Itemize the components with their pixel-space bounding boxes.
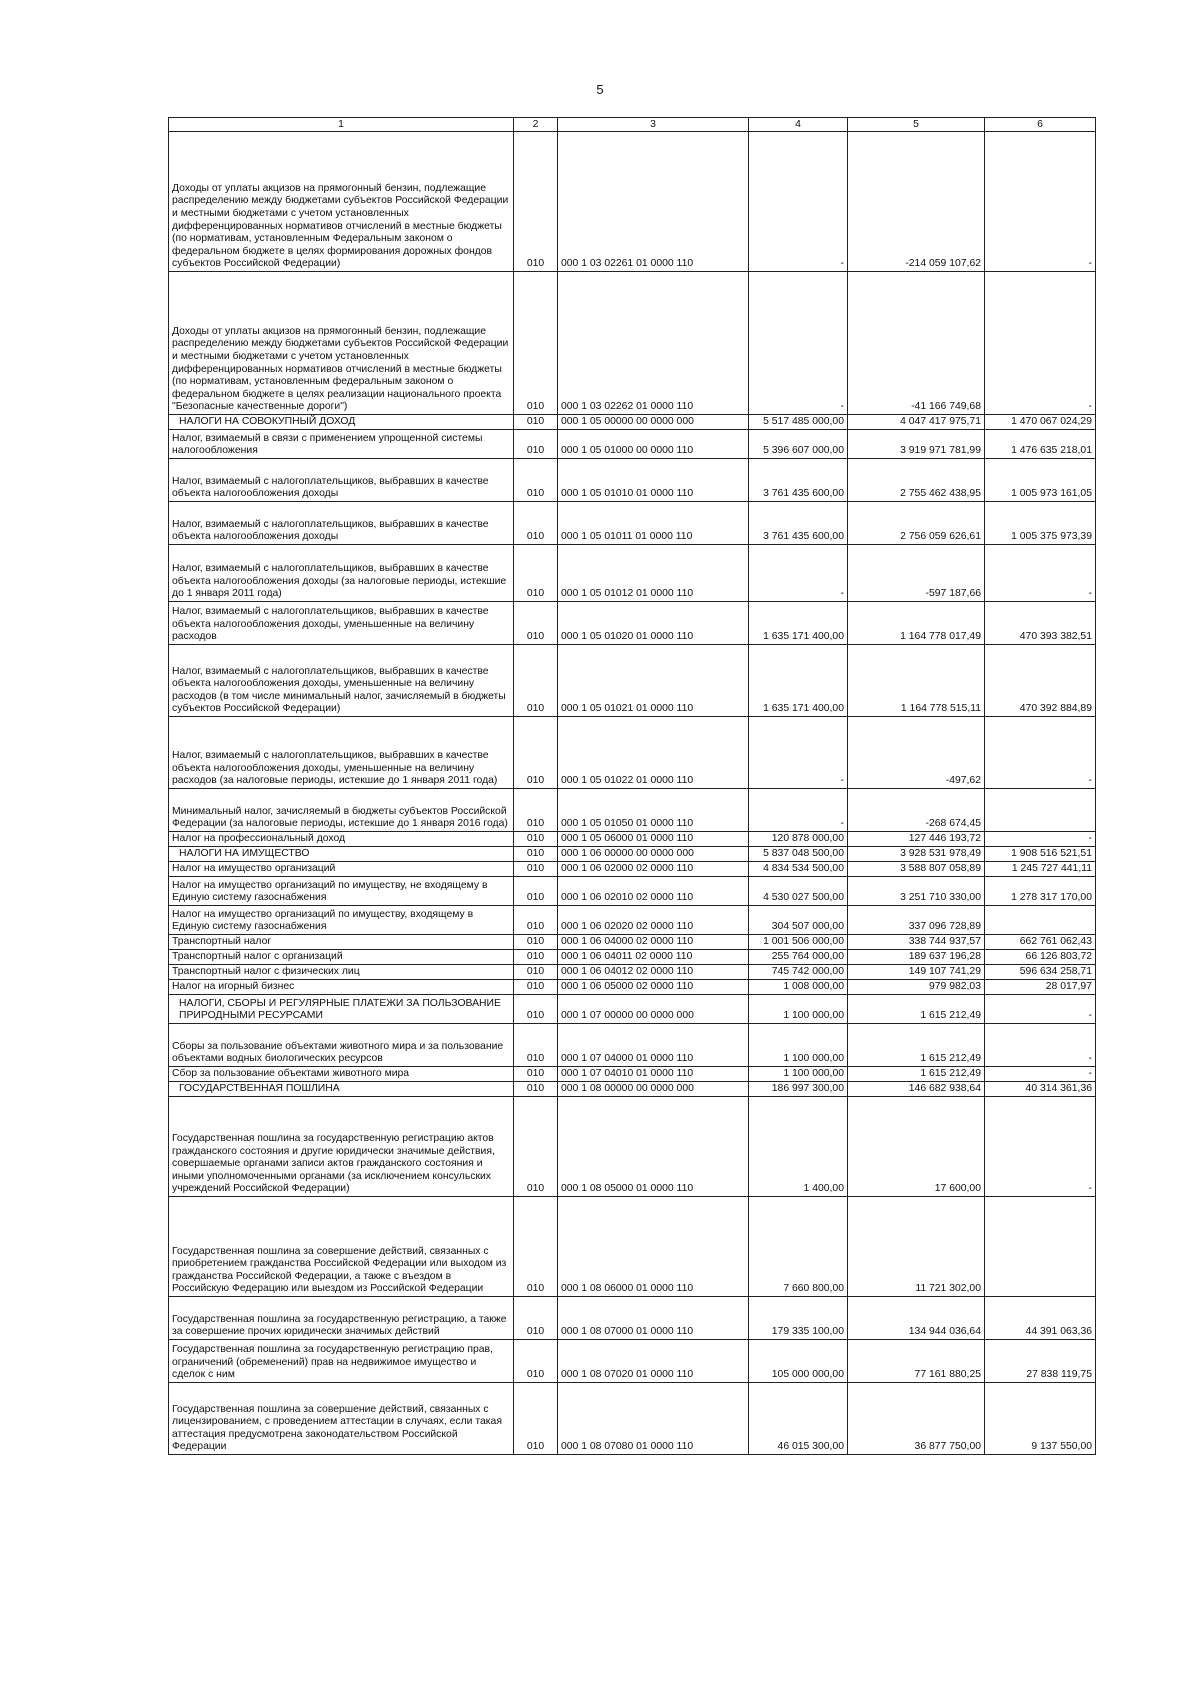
row-approved-amount: 745 742 000,00 [749, 965, 848, 980]
row-name: Минимальный налог, зачисляемый в бюджеты субъектов Российской Федерации (за налоговые периоды, истекшие до 1 января 2016 года) [169, 789, 514, 832]
row-line-code: 010 [514, 272, 558, 415]
row-approved-amount: 1 001 506 000,00 [749, 935, 848, 950]
row-remaining-amount: 1 005 973 161,05 [985, 459, 1096, 502]
row-line-code: 010 [514, 1297, 558, 1340]
row-budget-code: 000 1 05 01021 01 0000 110 [558, 645, 749, 717]
row-remaining-amount: 470 393 382,51 [985, 602, 1096, 645]
row-line-code: 010 [514, 1383, 558, 1455]
row-line-code: 010 [514, 877, 558, 906]
row-executed-amount: 338 744 937,57 [848, 935, 985, 950]
row-name: Налог, взимаемый с налогоплательщиков, выбравших в качестве объекта налогообложения доходы (за налоговые периоды, истекшие до 1 января 2011 года) [169, 545, 514, 602]
row-budget-code: 000 1 06 02000 02 0000 110 [558, 862, 749, 877]
row-remaining-amount: - [985, 1024, 1096, 1067]
row-line-code: 010 [514, 980, 558, 995]
revenue-table [168, 117, 1096, 1455]
row-budget-code: 000 1 05 00000 00 0000 000 [558, 415, 749, 430]
row-line-code: 010 [514, 132, 558, 272]
row-line-code: 010 [514, 1067, 558, 1082]
row-budget-code: 000 1 05 01011 01 0000 110 [558, 502, 749, 545]
table-row [169, 1340, 1096, 1383]
row-budget-code: 000 1 06 04011 02 0000 110 [558, 950, 749, 965]
row-approved-amount: 1 400,00 [749, 1097, 848, 1197]
row-executed-amount: -497,62 [848, 717, 985, 789]
row-line-code: 010 [514, 935, 558, 950]
table-row [169, 1097, 1096, 1197]
row-line-code: 010 [514, 1340, 558, 1383]
row-executed-amount: 2 755 462 438,95 [848, 459, 985, 502]
row-remaining-amount: - [985, 1067, 1096, 1082]
row-line-code: 010 [514, 645, 558, 717]
col-header: 4 [749, 118, 848, 132]
row-approved-amount: 3 761 435 600,00 [749, 502, 848, 545]
table-row [169, 789, 1096, 832]
row-remaining-amount: 662 761 062,43 [985, 935, 1096, 950]
row-executed-amount: 146 682 938,64 [848, 1082, 985, 1097]
row-name: НАЛОГИ, СБОРЫ И РЕГУЛЯРНЫЕ ПЛАТЕЖИ ЗА ПОЛЬЗОВАНИЕ ПРИРОДНЫМИ РЕСУРСАМИ [169, 995, 514, 1024]
row-executed-amount: 17 600,00 [848, 1097, 985, 1197]
row-line-code: 010 [514, 602, 558, 645]
row-approved-amount: 120 878 000,00 [749, 832, 848, 847]
table-row [169, 1197, 1096, 1297]
table-row [169, 877, 1096, 906]
row-budget-code: 000 1 06 04012 02 0000 110 [558, 965, 749, 980]
row-remaining-amount: - [985, 832, 1096, 847]
row-executed-amount: -41 166 749,68 [848, 272, 985, 415]
row-name: Транспортный налог с организаций [169, 950, 514, 965]
row-budget-code: 000 1 08 05000 01 0000 110 [558, 1097, 749, 1197]
row-line-code: 010 [514, 906, 558, 935]
row-budget-code: 000 1 06 05000 02 0000 110 [558, 980, 749, 995]
row-remaining-amount: 40 314 361,36 [985, 1082, 1096, 1097]
row-approved-amount: 179 335 100,00 [749, 1297, 848, 1340]
row-name: Налог, взимаемый в связи с применением упрощенной системы налогообложения [169, 430, 514, 459]
row-budget-code: 000 1 08 07020 01 0000 110 [558, 1340, 749, 1383]
row-executed-amount: 4 047 417 975,71 [848, 415, 985, 430]
row-approved-amount: - [749, 717, 848, 789]
row-name: Государственная пошлина за совершение действий, связанных с лицензированием, с проведением аттестации в случаях, если такая аттестация предусмотрена законодательством Российской Федерации [169, 1383, 514, 1455]
row-name: Налог, взимаемый с налогоплательщиков, выбравших в качестве объекта налогообложения доходы [169, 459, 514, 502]
row-approved-amount: 1 100 000,00 [749, 995, 848, 1024]
row-executed-amount: 1 164 778 017,49 [848, 602, 985, 645]
row-name: Налог на игорный бизнес [169, 980, 514, 995]
row-remaining-amount: 1 476 635 218,01 [985, 430, 1096, 459]
row-executed-amount: 979 982,03 [848, 980, 985, 995]
row-line-code: 010 [514, 862, 558, 877]
row-approved-amount: 4 530 027 500,00 [749, 877, 848, 906]
row-approved-amount: - [749, 272, 848, 415]
row-executed-amount: 77 161 880,25 [848, 1340, 985, 1383]
table-row [169, 430, 1096, 459]
table-row [169, 980, 1096, 995]
row-approved-amount: 105 000 000,00 [749, 1340, 848, 1383]
row-line-code: 010 [514, 789, 558, 832]
row-name: Налог на имущество организаций по имуществу, не входящему в Единую систему газоснабжения [169, 877, 514, 906]
row-approved-amount: 5 396 607 000,00 [749, 430, 848, 459]
row-budget-code: 000 1 08 06000 01 0000 110 [558, 1197, 749, 1297]
row-executed-amount: 1 615 212,49 [848, 995, 985, 1024]
row-executed-amount: 11 721 302,00 [848, 1197, 985, 1297]
row-remaining-amount: 470 392 884,89 [985, 645, 1096, 717]
row-approved-amount: 46 015 300,00 [749, 1383, 848, 1455]
table-row [169, 906, 1096, 935]
row-name: Государственная пошлина за совершение действий, связанных с приобретением гражданства Российской Федерации или выходом из гражданства Российской Федерации, а также с въездом в Российскую Федерацию или выездом из Российской Федерации [169, 1197, 514, 1297]
table-row [169, 545, 1096, 602]
row-line-code: 010 [514, 950, 558, 965]
table-row [169, 602, 1096, 645]
row-budget-code: 000 1 05 01022 01 0000 110 [558, 717, 749, 789]
row-executed-amount: -268 674,45 [848, 789, 985, 832]
table-row [169, 132, 1096, 272]
row-budget-code: 000 1 06 00000 00 0000 000 [558, 847, 749, 862]
row-budget-code: 000 1 05 01000 00 0000 110 [558, 430, 749, 459]
row-name: Транспортный налог с физических лиц [169, 965, 514, 980]
row-line-code: 010 [514, 832, 558, 847]
row-approved-amount: 304 507 000,00 [749, 906, 848, 935]
row-line-code: 010 [514, 415, 558, 430]
row-remaining-amount: - [985, 995, 1096, 1024]
table-row [169, 459, 1096, 502]
row-executed-amount: 1 615 212,49 [848, 1067, 985, 1082]
table-row [169, 862, 1096, 877]
table-row [169, 950, 1096, 965]
row-approved-amount: 5 837 048 500,00 [749, 847, 848, 862]
row-budget-code: 000 1 08 07000 01 0000 110 [558, 1297, 749, 1340]
row-approved-amount: 7 660 800,00 [749, 1197, 848, 1297]
row-budget-code: 000 1 07 00000 00 0000 000 [558, 995, 749, 1024]
row-budget-code: 000 1 06 02020 02 0000 110 [558, 906, 749, 935]
row-remaining-amount [985, 906, 1096, 935]
row-name: Налог на профессиональный доход [169, 832, 514, 847]
row-name: Государственная пошлина за государственную регистрацию, а также за совершение прочих юридически значимых действий [169, 1297, 514, 1340]
row-remaining-amount: 1 005 375 973,39 [985, 502, 1096, 545]
row-line-code: 010 [514, 847, 558, 862]
row-line-code: 010 [514, 1024, 558, 1067]
row-executed-amount: 36 877 750,00 [848, 1383, 985, 1455]
table-row [169, 1067, 1096, 1082]
row-name: Доходы от уплаты акцизов на прямогонный бензин, подлежащие распределению между бюджетами субъектов Российской Федерации и местными бюджетами с учетом установленных дифференцированных нормативов отчислений в местные бюджеты (по нормативам, установленным федеральным законом о федеральном бюджете в целях реализации национального проекта "Безопасные качественные дороги") [169, 272, 514, 415]
col-header: 2 [514, 118, 558, 132]
row-line-code: 010 [514, 459, 558, 502]
row-budget-code: 000 1 06 04000 02 0000 110 [558, 935, 749, 950]
table-row [169, 1082, 1096, 1097]
row-name: НАЛОГИ НА ИМУЩЕСТВО [169, 847, 514, 862]
row-remaining-amount: 1 245 727 441,11 [985, 862, 1096, 877]
row-approved-amount: - [749, 132, 848, 272]
row-name: НАЛОГИ НА СОВОКУПНЫЙ ДОХОД [169, 415, 514, 430]
row-name: Налог на имущество организаций [169, 862, 514, 877]
col-header: 1 [169, 118, 514, 132]
table-row [169, 832, 1096, 847]
table-row [169, 415, 1096, 430]
col-header: 5 [848, 118, 985, 132]
row-approved-amount: 3 761 435 600,00 [749, 459, 848, 502]
row-remaining-amount: 27 838 119,75 [985, 1340, 1096, 1383]
row-name: ГОСУДАРСТВЕННАЯ ПОШЛИНА [169, 1082, 514, 1097]
row-executed-amount: 189 637 196,28 [848, 950, 985, 965]
row-remaining-amount: 44 391 063,36 [985, 1297, 1096, 1340]
row-executed-amount: 149 107 741,29 [848, 965, 985, 980]
row-line-code: 010 [514, 965, 558, 980]
row-name: Сбор за пользование объектами животного мира [169, 1067, 514, 1082]
row-name: Сборы за пользование объектами животного мира и за пользование объектами водных биологических ресурсов [169, 1024, 514, 1067]
row-approved-amount: 1 635 171 400,00 [749, 602, 848, 645]
row-budget-code: 000 1 03 02262 01 0000 110 [558, 272, 749, 415]
row-line-code: 010 [514, 545, 558, 602]
row-approved-amount: 255 764 000,00 [749, 950, 848, 965]
row-approved-amount: 1 100 000,00 [749, 1067, 848, 1082]
table-row [169, 995, 1096, 1024]
row-line-code: 010 [514, 1197, 558, 1297]
table-row [169, 965, 1096, 980]
row-budget-code: 000 1 05 01012 01 0000 110 [558, 545, 749, 602]
row-approved-amount: - [749, 789, 848, 832]
row-approved-amount: 1 100 000,00 [749, 1024, 848, 1067]
row-budget-code: 000 1 05 01050 01 0000 110 [558, 789, 749, 832]
table-row [169, 717, 1096, 789]
row-budget-code: 000 1 06 02010 02 0000 110 [558, 877, 749, 906]
header-row [169, 118, 1096, 132]
row-budget-code: 000 1 05 01010 01 0000 110 [558, 459, 749, 502]
table-row [169, 1383, 1096, 1455]
row-budget-code: 000 1 03 02261 01 0000 110 [558, 132, 749, 272]
row-approved-amount: - [749, 545, 848, 602]
row-line-code: 010 [514, 1097, 558, 1197]
col-header: 3 [558, 118, 749, 132]
row-executed-amount: 127 446 193,72 [848, 832, 985, 847]
row-approved-amount: 1 008 000,00 [749, 980, 848, 995]
row-budget-code: 000 1 07 04000 01 0000 110 [558, 1024, 749, 1067]
table-row [169, 847, 1096, 862]
row-name: Налог, взимаемый с налогоплательщиков, выбравших в качестве объекта налогообложения доходы, уменьшенные на величину расходов (за налоговые периоды, истекшие до 1 января 2011 года) [169, 717, 514, 789]
row-executed-amount: 3 588 807 058,89 [848, 862, 985, 877]
row-approved-amount: 4 834 534 500,00 [749, 862, 848, 877]
row-line-code: 010 [514, 502, 558, 545]
table-row [169, 1297, 1096, 1340]
row-line-code: 010 [514, 717, 558, 789]
row-name: Государственная пошлина за государственную регистрацию прав, ограничений (обременений) прав на недвижимое имущество и сделок с ним [169, 1340, 514, 1383]
row-name: Доходы от уплаты акцизов на прямогонный бензин, подлежащие распределению между бюджетами субъектов Российской Федерации и местными бюджетами с учетом установленных дифференцированных нормативов отчислений в местные бюджеты (по нормативам, установленным Федеральным законом о федеральном бюджете в целях формирования дорожных фондов субъектов Российской Федерации) [169, 132, 514, 272]
row-budget-code: 000 1 05 01020 01 0000 110 [558, 602, 749, 645]
row-executed-amount: 3 919 971 781,99 [848, 430, 985, 459]
row-executed-amount: 3 251 710 330,00 [848, 877, 985, 906]
row-budget-code: 000 1 08 07080 01 0000 110 [558, 1383, 749, 1455]
row-executed-amount: -214 059 107,62 [848, 132, 985, 272]
row-name: Транспортный налог [169, 935, 514, 950]
table-row [169, 272, 1096, 415]
row-name: Налог на имущество организаций по имуществу, входящему в Единую систему газоснабжения [169, 906, 514, 935]
table-row [169, 502, 1096, 545]
row-remaining-amount: - [985, 1097, 1096, 1197]
row-name: Государственная пошлина за государственную регистрацию актов гражданского состояния и другие юридически значимые действия, совершаемые органами записи актов гражданского состояния и иными уполномоченными органами (за исключением консульских учреждений Российской Федерации) [169, 1097, 514, 1197]
table-row [169, 1024, 1096, 1067]
row-budget-code: 000 1 05 06000 01 0000 110 [558, 832, 749, 847]
row-remaining-amount: 28 017,97 [985, 980, 1096, 995]
row-executed-amount: 1 615 212,49 [848, 1024, 985, 1067]
row-remaining-amount: - [985, 132, 1096, 272]
col-header: 6 [985, 118, 1096, 132]
row-line-code: 010 [514, 1082, 558, 1097]
row-remaining-amount [985, 1197, 1096, 1297]
row-executed-amount: 337 096 728,89 [848, 906, 985, 935]
row-executed-amount: -597 187,66 [848, 545, 985, 602]
row-remaining-amount: - [985, 545, 1096, 602]
row-approved-amount: 5 517 485 000,00 [749, 415, 848, 430]
row-remaining-amount: 1 278 317 170,00 [985, 877, 1096, 906]
row-executed-amount: 134 944 036,64 [848, 1297, 985, 1340]
row-line-code: 010 [514, 995, 558, 1024]
row-name: Налог, взимаемый с налогоплательщиков, выбравших в качестве объекта налогообложения доходы [169, 502, 514, 545]
row-line-code: 010 [514, 430, 558, 459]
row-remaining-amount: 1 908 516 521,51 [985, 847, 1096, 862]
row-name: Налог, взимаемый с налогоплательщиков, выбравших в качестве объекта налогообложения доходы, уменьшенные на величину расходов [169, 602, 514, 645]
row-approved-amount: 186 997 300,00 [749, 1082, 848, 1097]
row-remaining-amount: 9 137 550,00 [985, 1383, 1096, 1455]
row-executed-amount: 2 756 059 626,61 [848, 502, 985, 545]
row-remaining-amount: - [985, 272, 1096, 415]
row-budget-code: 000 1 07 04010 01 0000 110 [558, 1067, 749, 1082]
table-row [169, 645, 1096, 717]
row-executed-amount: 3 928 531 978,49 [848, 847, 985, 862]
row-remaining-amount: 66 126 803,72 [985, 950, 1096, 965]
table-row [169, 935, 1096, 950]
row-remaining-amount: 1 470 067 024,29 [985, 415, 1096, 430]
page-number: 5 [596, 82, 604, 97]
row-name: Налог, взимаемый с налогоплательщиков, выбравших в качестве объекта налогообложения доходы, уменьшенные на величину расходов (в том числе минимальный налог, зачисляемый в бюджеты субъектов Российской Федерации) [169, 645, 514, 717]
row-executed-amount: 1 164 778 515,11 [848, 645, 985, 717]
row-budget-code: 000 1 08 00000 00 0000 000 [558, 1082, 749, 1097]
row-remaining-amount [985, 789, 1096, 832]
table-body [169, 132, 1096, 1455]
row-remaining-amount: 596 634 258,71 [985, 965, 1096, 980]
row-remaining-amount: - [985, 717, 1096, 789]
row-approved-amount: 1 635 171 400,00 [749, 645, 848, 717]
